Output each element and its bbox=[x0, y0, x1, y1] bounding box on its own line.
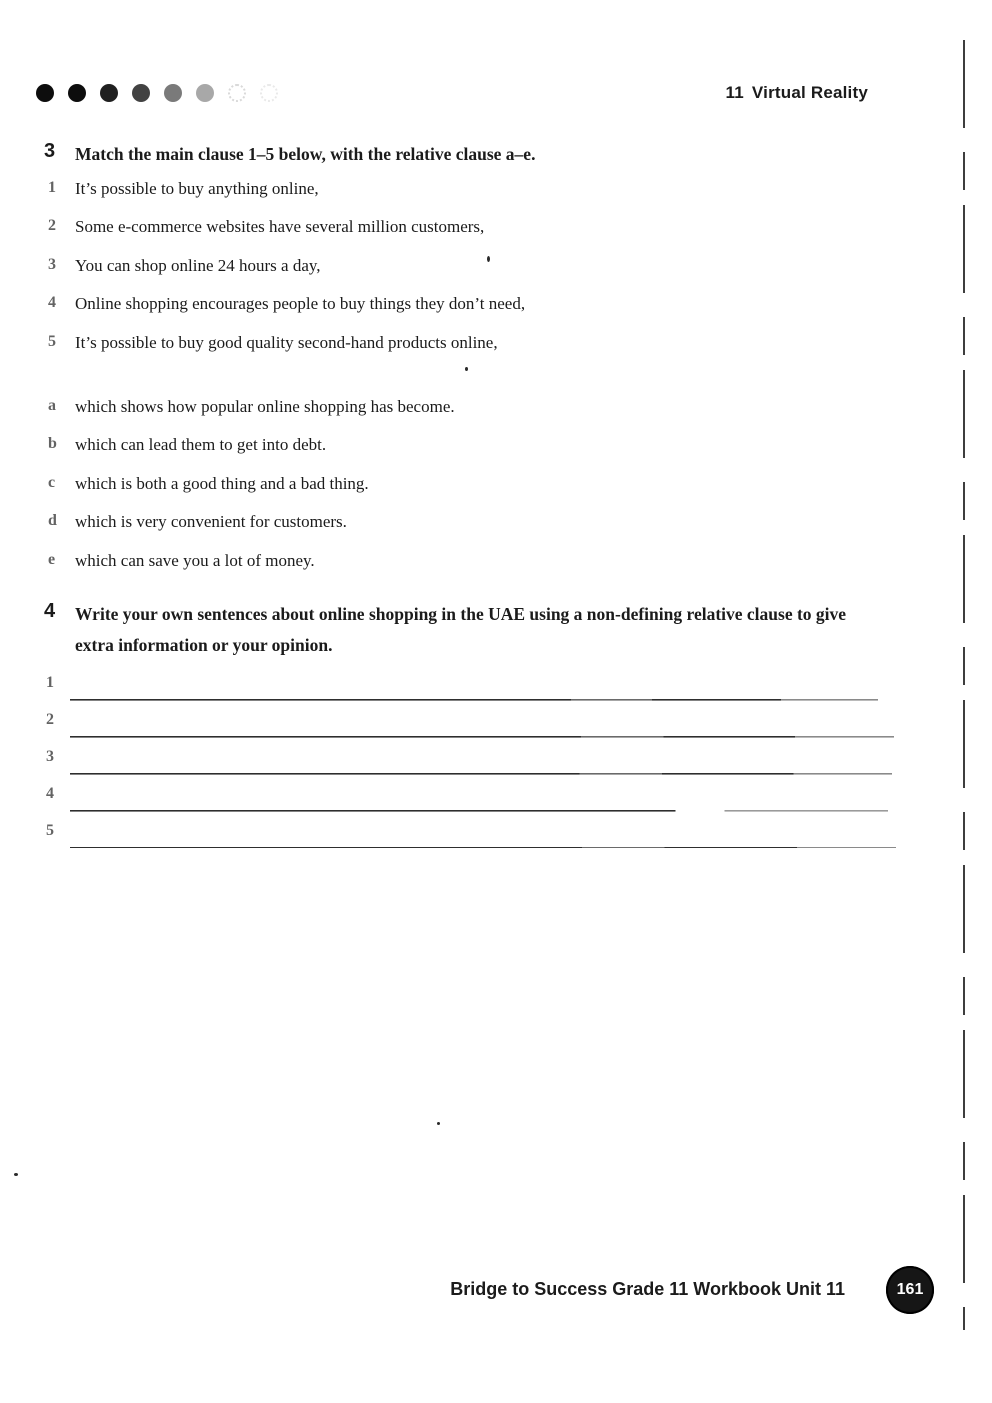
answer-line-input[interactable] bbox=[70, 749, 892, 775]
answer-line-row bbox=[46, 706, 906, 743]
clause-text: which can save you a lot of money. bbox=[75, 550, 315, 570]
answer-line-row bbox=[46, 669, 906, 706]
answer-line-input[interactable] bbox=[70, 822, 896, 848]
main-clause-item bbox=[48, 293, 928, 331]
unit-title: Virtual Reality bbox=[751, 83, 868, 102]
scan-speck bbox=[14, 1173, 18, 1176]
relative-clause-item bbox=[48, 473, 928, 511]
registration-dot-icon bbox=[228, 84, 246, 102]
clause-letter: e bbox=[48, 550, 56, 568]
main-clause-item bbox=[48, 332, 928, 370]
answer-line-input[interactable] bbox=[70, 712, 894, 738]
clause-number: 3 bbox=[48, 255, 56, 273]
clause-letter: d bbox=[48, 512, 57, 530]
answer-line-row bbox=[46, 817, 906, 854]
exercise4-instruction: Write your own sentences about online shopping in the UAE using a non-defining relative clause to give extra information or your opinion. bbox=[75, 604, 847, 655]
main-clause-item bbox=[48, 178, 928, 216]
clause-text: Some e-commerce websites have several million customers, bbox=[75, 217, 485, 237]
main-clause-list bbox=[48, 178, 928, 370]
clause-letter: b bbox=[48, 435, 57, 453]
answer-line-number: 1 bbox=[46, 674, 54, 691]
scan-speck bbox=[487, 256, 490, 262]
answer-line-number: 3 bbox=[46, 747, 54, 765]
exercise4-heading bbox=[44, 599, 894, 661]
scan-speck bbox=[437, 1122, 440, 1125]
clause-text: which is both a good thing and a bad thing. bbox=[75, 473, 369, 493]
answer-line-row bbox=[46, 780, 906, 817]
clause-text: It’s possible to buy good quality second-hand products online, bbox=[75, 332, 498, 352]
registration-dot-icon bbox=[196, 84, 214, 102]
exercise4-number: 4 bbox=[44, 600, 56, 622]
clause-letter: a bbox=[48, 397, 56, 414]
main-clause-item bbox=[48, 216, 928, 254]
clause-text: It’s possible to buy anything online, bbox=[75, 179, 319, 198]
page-number-badge bbox=[886, 1266, 934, 1314]
scan-speck bbox=[465, 367, 468, 371]
answer-line-row bbox=[46, 743, 906, 780]
clause-number: 5 bbox=[48, 332, 56, 350]
relative-clause-item bbox=[48, 550, 928, 588]
answer-line-number: 5 bbox=[46, 821, 54, 839]
answer-line-input[interactable] bbox=[70, 675, 878, 701]
clause-text: which shows how popular online shopping has become. bbox=[75, 397, 455, 416]
relative-clause-item bbox=[48, 434, 928, 472]
relative-clause-list bbox=[48, 396, 928, 588]
clause-number: 2 bbox=[48, 217, 56, 235]
exercise3-number: 3 bbox=[44, 140, 56, 162]
clause-text: Online shopping encourages people to buy things they don’t need, bbox=[75, 294, 526, 314]
clause-letter: c bbox=[48, 473, 56, 491]
answer-line-number: 2 bbox=[46, 710, 54, 728]
registration-dots-strip bbox=[36, 84, 278, 102]
answer-line-input[interactable] bbox=[70, 786, 888, 812]
answer-line-number: 4 bbox=[46, 784, 54, 802]
registration-dot-icon bbox=[164, 84, 182, 102]
registration-dot-icon bbox=[36, 84, 54, 102]
clause-text: You can shop online 24 hours a day, bbox=[75, 255, 321, 275]
exercise3-heading bbox=[44, 139, 894, 170]
clause-number: 1 bbox=[48, 179, 56, 196]
relative-clause-item bbox=[48, 511, 928, 549]
exercise3-instruction: Match the main clause 1–5 below, with the relative clause a–e. bbox=[75, 144, 536, 164]
registration-dot-icon bbox=[132, 84, 150, 102]
relative-clause-item bbox=[48, 396, 928, 434]
registration-dot-icon bbox=[100, 84, 118, 102]
footer-title: Bridge to Success Grade 11 Workbook Unit 11 bbox=[450, 1279, 845, 1299]
page-number: 161 bbox=[896, 1281, 924, 1298]
unit-number: 11 bbox=[725, 83, 744, 102]
registration-dot-icon bbox=[260, 84, 278, 102]
unit-header bbox=[726, 83, 868, 103]
registration-dot-icon bbox=[68, 84, 86, 102]
clause-number: 4 bbox=[48, 294, 56, 312]
clause-text: which can lead them to get into debt. bbox=[75, 435, 327, 455]
answer-lines bbox=[46, 669, 906, 853]
clause-text: which is very convenient for customers. bbox=[75, 512, 347, 532]
page-edge-scan-line bbox=[963, 40, 965, 1330]
